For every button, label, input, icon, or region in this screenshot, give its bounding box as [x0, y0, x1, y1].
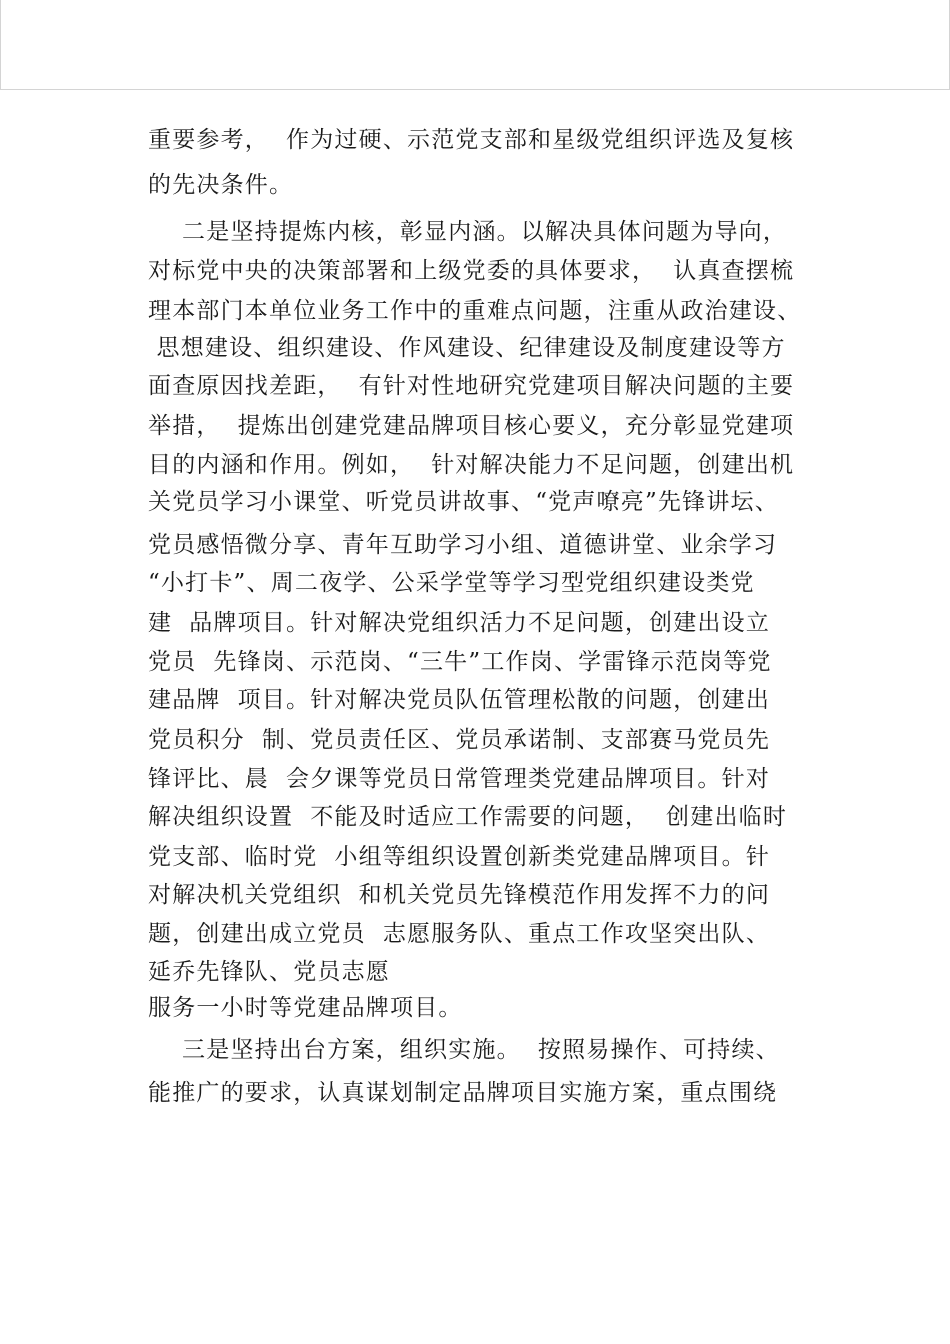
text-line: 能推广的要求，认真谋划制定品牌项目实施方案，重点围绕 — [148, 1080, 778, 1106]
previous-page-frame — [0, 0, 950, 90]
text-line: 思想建设、组织建设、作风建设、纪律建设及制度建设等方 — [148, 335, 786, 361]
text-line: 建品牌 项目。针对解决党员队伍管理松散的问题，创建出 — [148, 687, 771, 713]
text-line: 党员 先锋岗、示范岗、“三牛”工作岗、学雷锋示范岗等党 — [148, 649, 772, 675]
text-line: 的先决条件。 — [148, 172, 294, 198]
text-line: 延乔先锋队、党员志愿 — [148, 959, 390, 985]
text-line: 对解决机关党组织 和机关党员先锋模范作用发挥不力的问 — [148, 882, 771, 908]
text-line: 党支部、临时党 小组等组织设置创新类党建品牌项目。针 — [148, 844, 771, 870]
text-line: 锋评比、晨 会夕课等党员日常管理类党建品牌项目。针对 — [148, 766, 771, 792]
text-line: 面查原因找差距， 有针对性地研究党建项目解决问题的主要 — [148, 373, 795, 399]
text-line: 党员感悟微分享、青年互助学习小组、道德讲堂、业余学习 — [148, 532, 778, 558]
text-line: 题，创建出成立党员 志愿服务队、重点工作攻坚突出队、 — [148, 921, 771, 947]
text-line: “小打卡”、周二夜学、公采学堂等学习型党组织建设类党 — [148, 570, 755, 596]
text-line: 目的内涵和作用。例如， 针对解决能力不足问题，创建出机 — [148, 452, 795, 478]
text-line: 二是坚持提炼内核，彰显内涵。以解决具体问题为导向， — [148, 219, 788, 245]
text-line: 理本部门本单位业务工作中的重难点问题，注重从政治建设、 — [148, 298, 802, 324]
text-line: 建 品牌项目。针对解决党组织活力不足问题，创建出设立 — [148, 610, 771, 636]
text-line: 解决组织设置 不能及时适应工作需要的问题， 创建出临时 — [148, 804, 788, 830]
text-line: 三是坚持出台方案，组织实施。 按照易操作、可持续、 — [148, 1037, 780, 1063]
text-line: 对标党中央的决策部署和上级党委的具体要求， 认真查摆梳 — [148, 258, 795, 284]
text-line: 关党员学习小课堂、听党员讲故事、“党声嘹亮”先锋讲坛、 — [148, 489, 779, 515]
text-line: 举措， 提炼出创建党建品牌项目核心要义，充分彰显党建项 — [148, 413, 795, 439]
text-line: 服务一小时等党建品牌项目。 — [148, 995, 463, 1021]
text-line: 党员积分 制、党员责任区、党员承诺制、支部赛马党员先 — [148, 727, 771, 753]
text-line: 重要参考， 作为过硬、示范党支部和星级党组织评选及复核 — [148, 127, 795, 153]
